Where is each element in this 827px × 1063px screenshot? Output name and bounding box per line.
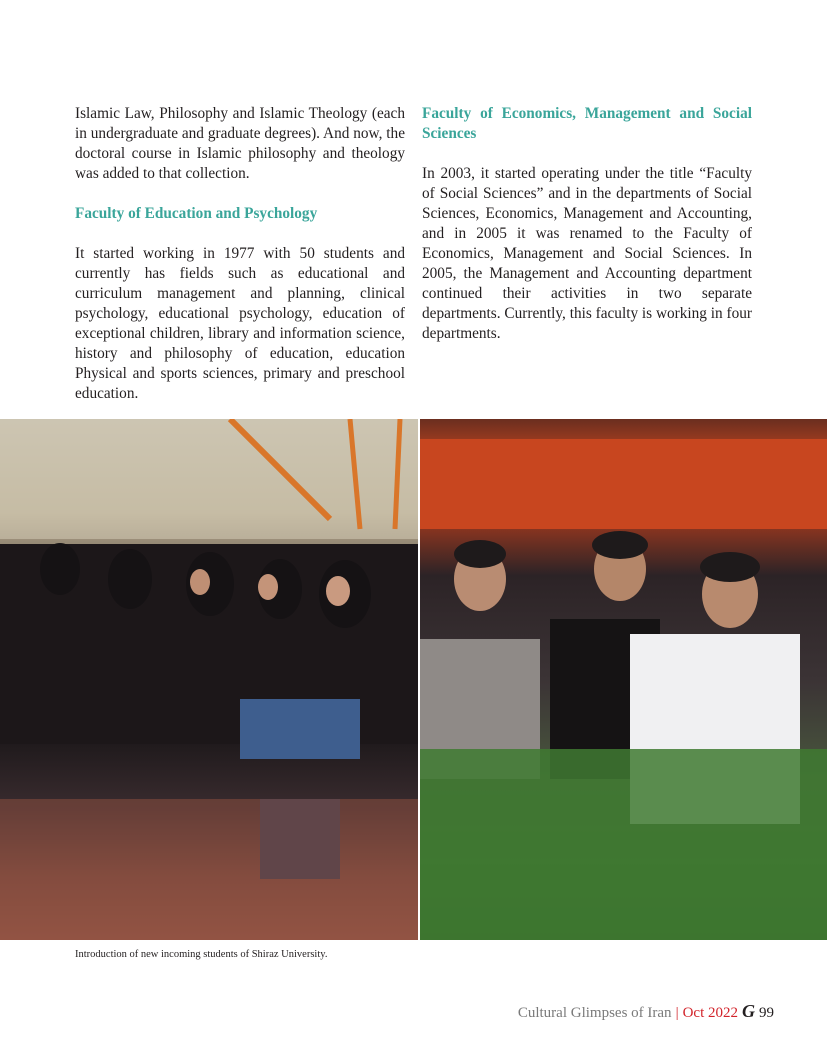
page-footer: [518, 1001, 774, 1022]
right-column: [422, 104, 752, 344]
section-heading-economics: Faculty of Economics, Management and Social Sciences: [422, 105, 752, 142]
footer-separator: |: [675, 1005, 679, 1021]
photo-female-students: [0, 419, 418, 940]
left-column: [75, 104, 405, 404]
issue-date: Oct 2022: [682, 1005, 738, 1021]
magazine-logo: G: [742, 1001, 755, 1021]
education-paragraph: It started working in 1977 with 50 students and currently has fields such as educational and curriculum management and planning, clinical psychology, educational psychology, education of exceptional children, library and information science, history and philosophy of education, education Physical and sports sciences, primary and preschool education.: [75, 245, 405, 402]
page-number: 99: [759, 1005, 774, 1021]
photo-caption: Introduction of new incoming students of Shiraz University.: [75, 949, 328, 960]
photo-strip: [0, 419, 827, 940]
economics-paragraph: In 2003, it started operating under the title “Faculty of Social Sciences” and in the departments of Social Sciences, Economics, Management and Accounting, and in 2005 it was renamed to the Faculty of Economics, Management and Social Sciences. In 2005, the Management and Accounting department continued their activities in two separate departments. Currently, this faculty is working in four departments.: [422, 165, 752, 342]
section-heading-education: Faculty of Education and Psychology: [75, 205, 318, 222]
publication-title: Cultural Glimpses of Iran: [517, 1005, 672, 1021]
photo-male-students: [420, 419, 827, 940]
intro-paragraph: Islamic Law, Philosophy and Islamic Theology (each in undergraduate and graduate degrees). And now, the doctoral course in Islamic philosophy and theology was added to that collection.: [75, 105, 405, 182]
